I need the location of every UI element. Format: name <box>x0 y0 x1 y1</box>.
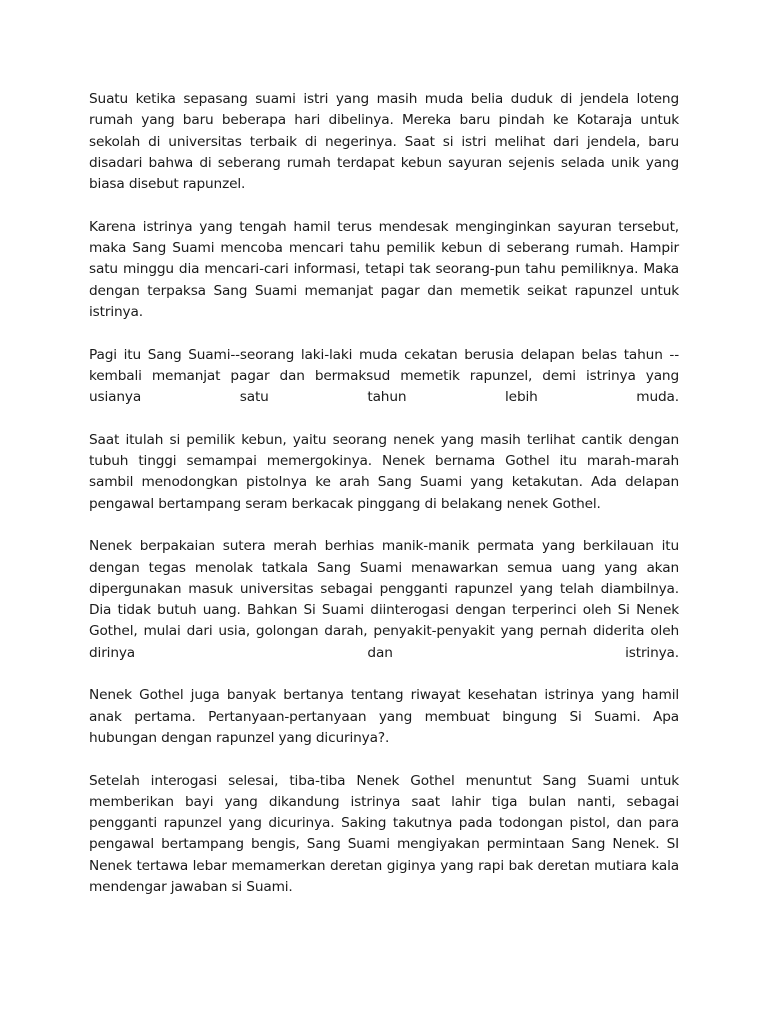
paragraph-6: Nenek Gothel juga banyak bertanya tentang riwayat kesehatan istrinya yang hamil anak pertama. Pertanyaan-pertanyaan yang membuat bingung Si Suami. Apa hubungan dengan rapunzel yang dicurinya?. <box>89 687 679 746</box>
paragraph-3: Pagi itu Sang Suami--seorang laki-laki muda cekatan berusia delapan belas tahun -- kembali memanjat pagar dan bermaksud memetik rapunzel, demi istrinya yang usianya satu tahun lebih muda. <box>89 346 679 406</box>
paragraph-1: Suatu ketika sepasang suami istri yang masih muda belia duduk di jendela loteng rumah yang baru beberapa hari dibelinya. Mereka baru pindah ke Kotaraja untuk sekolah di universitas terbaik di negerinya. Saat si istri melihat dari jendela, baru disadari bahwa di seberang rumah terdapat kebun sayuran sejenis selada unik yang biasa disebut rapunzel. <box>89 91 679 193</box>
paragraph-4: Saat itulah si pemilik kebun, yaitu seorang nenek yang masih terlihat cantik dengan tubuh tinggi semampai memergokinya. Nenek bernama Gothel itu marah-marah sambil menodongkan pistolnya ke arah Sang Suami yang ketakutan. Ada delapan pengawal bertampang seram berkacak pinggang di belakang nenek Gothel. <box>89 431 679 512</box>
paragraph-5: Nenek berpakaian sutera merah berhias manik-manik permata yang berkilauan itu dengan tegas menolak tatkala Sang Suami menawarkan semua uang yang akan dipergunakan masuk universitas sebagai pengganti rapunzel yang telah diambilnya. Dia tidak butuh uang. Bahkan Si Suami diinterogasi dengan terperinci oleh Si Nenek Gothel, mulai dari usia, golongan darah, penyakit-penyakit yang pernah diderita oleh dirinya dan istrinya. <box>89 538 679 661</box>
paragraph-7: Setelah interogasi selesai, tiba-tiba Nenek Gothel menuntut Sang Suami untuk memberikan bayi yang dikandung istrinya saat lahir tiga bulan nanti, sebagai pengganti rapunzel yang dicurinya. Saking takutnya pada todongan pistol, dan para pengawal bertampang bengis, Sang Suami mengiyakan permintaan Sang Nenek. SI Nenek tertawa lebar memamerkan deretan giginya yang rapi bak deretan mutiara kala mendengar jawaban si Suami. <box>89 772 679 895</box>
paragraph-2: Karena istrinya yang tengah hamil terus mendesak menginginkan sayuran tersebut, maka Sang Suami mencoba mencari tahu pemilik kebun di seberang rumah. Hampir satu minggu dia mencari-cari informasi, tetapi tak seorang-pun tahu pemiliknya. Maka dengan terpaksa Sang Suami memanjat pagar dan memetik seikat rapunzel untuk istrinya. <box>89 218 679 320</box>
document-body <box>89 89 679 920</box>
